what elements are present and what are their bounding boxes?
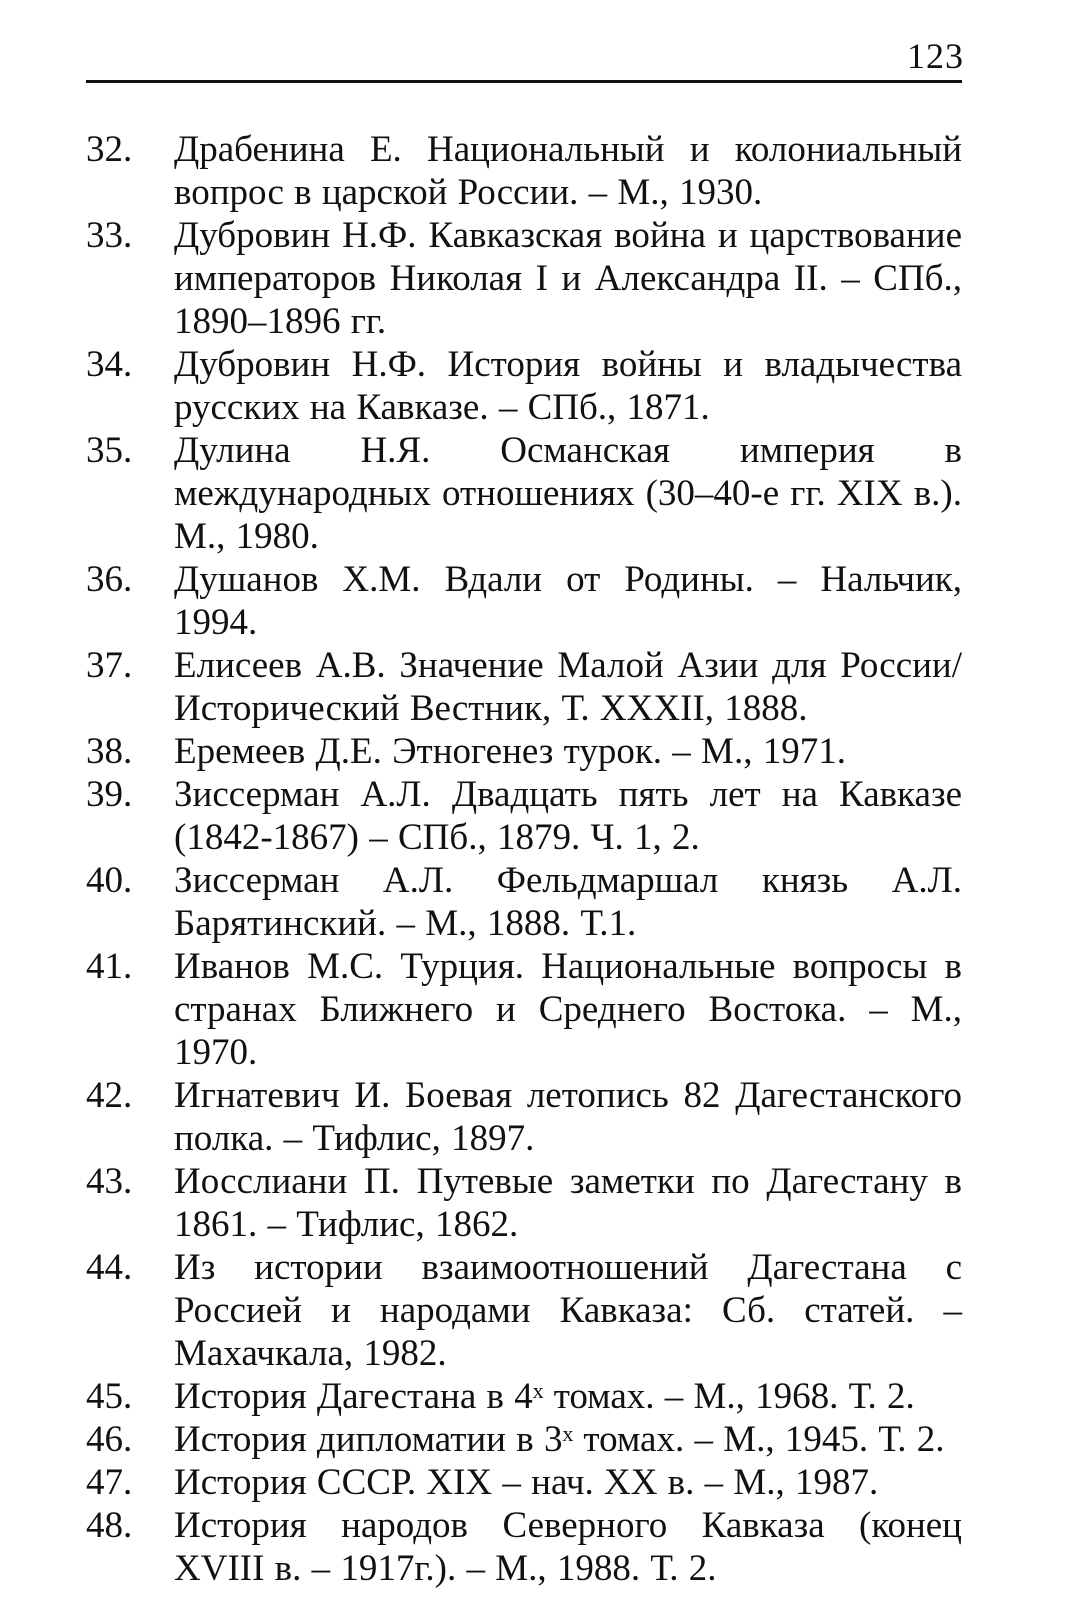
- entry-text: Зиссерман А.Л. Фельдмаршал князь А.Л. Барятинский. – М., 1888. Т.1.: [174, 860, 962, 944]
- bibliography-entry: [86, 644, 962, 730]
- bibliography-entry: [86, 429, 962, 558]
- entry-number: 33.: [86, 215, 133, 256]
- entry-number: 38.: [86, 731, 133, 772]
- bibliography-entry: [86, 1504, 962, 1590]
- bibliography-entry: [86, 128, 962, 214]
- bibliography-entry: [86, 1375, 962, 1418]
- entry-number: 43.: [86, 1161, 133, 1202]
- entry-text: Дубровин Н.Ф. Кавказская война и царствование императоров Николая I и Александра II. – СПб., 1890–1896 гг.: [174, 215, 962, 342]
- page-number: 123: [907, 36, 964, 76]
- entry-text: Из истории взаимоотношений Дагестана с Россией и народами Кавказа: Сб. статей. – Махачкала, 1982.: [174, 1247, 962, 1374]
- entry-number: 36.: [86, 559, 133, 600]
- entry-text: История Дагестана в 4ˣ томах. – М., 1968. Т. 2.: [174, 1376, 915, 1417]
- bibliography-entry: [86, 1160, 962, 1246]
- bibliography-entry: [86, 343, 962, 429]
- entry-text: Зиссерман А.Л. Двадцать пять лет на Кавказе (1842-1867) – СПб., 1879. Ч. 1, 2.: [174, 774, 962, 858]
- bibliography-entry: [86, 1418, 962, 1461]
- entry-number: 41.: [86, 946, 133, 987]
- bibliography-entry: [86, 1246, 962, 1375]
- entry-text: Елисеев А.В. Значение Малой Азии для России/Исторический Вестник, Т. XXXII, 1888.: [174, 645, 962, 729]
- header-rule: [86, 80, 962, 83]
- bibliography-entry: [86, 214, 962, 343]
- entry-text: История народов Северного Кавказа (конец XVIII в. – 1917г.). – М., 1988. Т. 2.: [174, 1505, 962, 1589]
- entry-text: Дулина Н.Я. Османская империя в международных отношениях (30–40-е гг. XIX в.). М., 1980.: [174, 430, 962, 557]
- entry-number: 39.: [86, 774, 133, 815]
- entry-number: 45.: [86, 1376, 133, 1417]
- bibliography-list: [86, 128, 962, 1590]
- entry-text: История дипломатии в 3ˣ томах. – М., 1945. Т. 2.: [174, 1419, 945, 1460]
- entry-text: История СССР. XIX – нач. XX в. – М., 1987.: [174, 1462, 879, 1503]
- entry-text: Душанов Х.М. Вдали от Родины. – Нальчик, 1994.: [174, 559, 962, 643]
- bibliography-entry: [86, 558, 962, 644]
- entry-text: Драбенина Е. Национальный и колониальный вопрос в царской России. – М., 1930.: [174, 129, 962, 213]
- entry-number: 46.: [86, 1419, 133, 1460]
- entry-number: 48.: [86, 1505, 133, 1546]
- entry-text: Дубровин Н.Ф. История войны и владычества русских на Кавказе. – СПб., 1871.: [174, 344, 962, 428]
- bibliography-entry: [86, 1074, 962, 1160]
- entry-text: Игнатевич И. Боевая летопись 82 Дагестанского полка. – Тифлис, 1897.: [174, 1075, 962, 1159]
- entry-number: 35.: [86, 430, 133, 471]
- entry-number: 34.: [86, 344, 133, 385]
- bibliography-entry: [86, 1461, 962, 1504]
- entry-text: Иванов М.С. Турция. Национальные вопросы в странах Ближнего и Среднего Востока. – М., 1970.: [174, 946, 962, 1073]
- entry-number: 44.: [86, 1247, 133, 1288]
- bibliography-entry: [86, 859, 962, 945]
- entry-number: 40.: [86, 860, 133, 901]
- entry-number: 42.: [86, 1075, 133, 1116]
- entry-text: Иосслиани П. Путевые заметки по Дагестану в 1861. – Тифлис, 1862.: [174, 1161, 962, 1245]
- entry-text: Еремеев Д.Е. Этногенез турок. – М., 1971.: [174, 731, 846, 772]
- entry-number: 37.: [86, 645, 133, 686]
- bibliography-entry: [86, 730, 962, 773]
- bibliography-entry: [86, 773, 962, 859]
- entry-number: 47.: [86, 1462, 133, 1503]
- bibliography-entry: [86, 945, 962, 1074]
- entry-number: 32.: [86, 129, 133, 170]
